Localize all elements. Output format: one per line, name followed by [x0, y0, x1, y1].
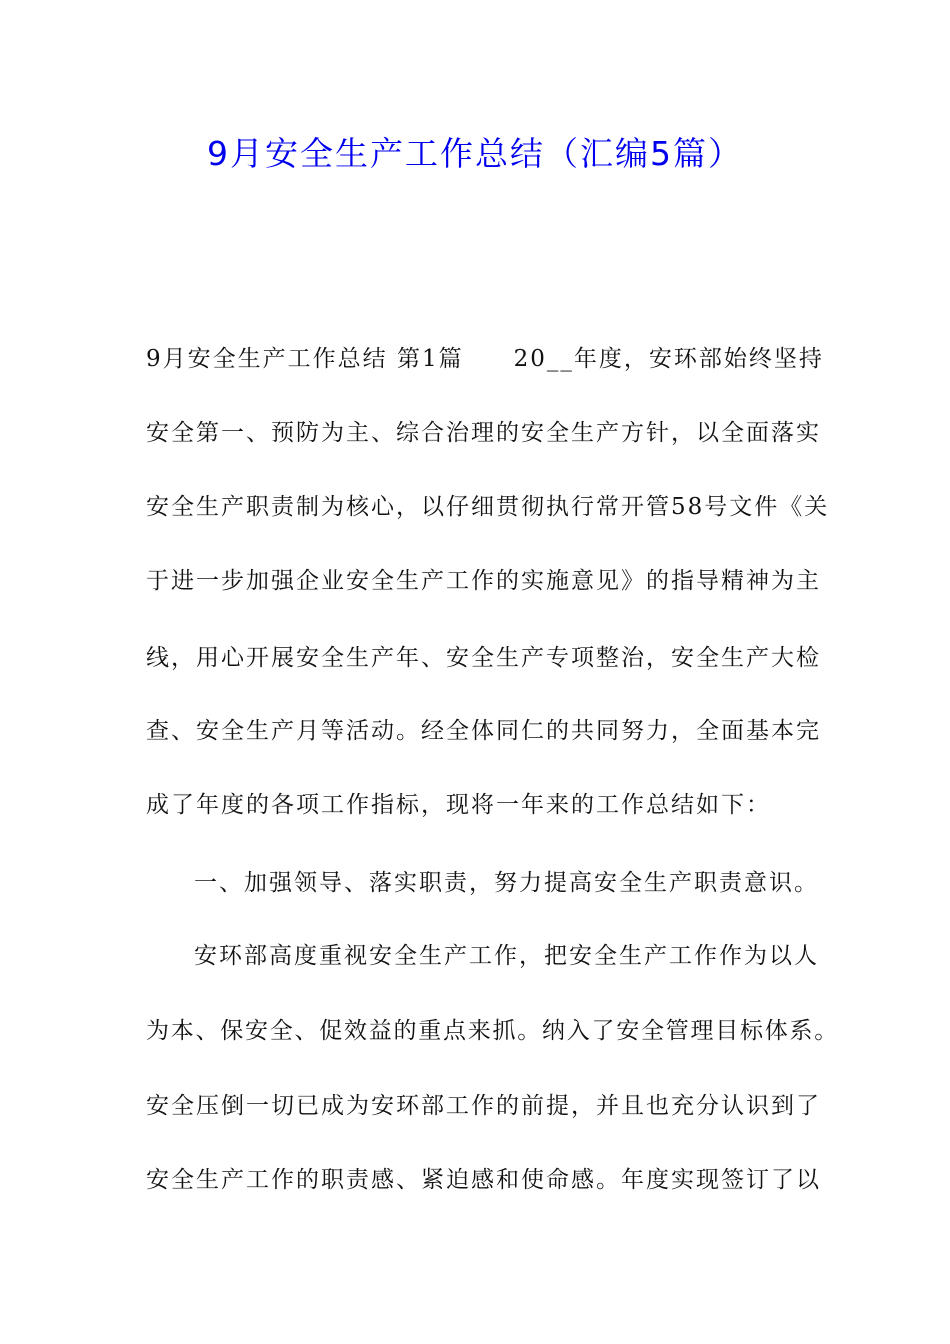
document-title: 9月安全生产工作总结（汇编5篇） [207, 134, 743, 173]
body-line-10: 为本、保安全、促效益的重点来抓。纳入了安全管理目标体系。 [146, 1018, 839, 1044]
body-line-5: 线，用心开展安全生产年、安全生产专项整治，安全生产大检 [146, 645, 821, 671]
body-line-7: 成了年度的各项工作指标，现将一年来的工作总结如下： [146, 792, 771, 818]
body-line-9: 安环部高度重视安全生产工作，把安全生产工作作为以人 [194, 943, 819, 969]
body-line-3: 安全生产职责制为核心，以仔细贯彻执行常开管58号文件《关 [146, 494, 830, 520]
body-line-4: 于进一步加强企业安全生产工作的实施意见》的指导精神为主 [146, 568, 821, 594]
body-line-2: 安全第一、预防为主、综合治理的安全生产方针，以全面落实 [146, 420, 821, 446]
body-line-12: 安全生产工作的职责感、紧迫感和使命感。年度实现签订了以 [146, 1167, 821, 1193]
body-line-11: 安全压倒一切已成为安环部工作的前提，并且也充分认识到了 [146, 1093, 821, 1119]
body-line-6: 查、安全生产月等活动。经全体同仁的共同努力，全面基本完 [146, 718, 821, 744]
section-heading-1: 一、加强领导、落实职责，努力提高安全生产职责意识。 [194, 870, 819, 896]
body-line-1: 9月安全生产工作总结 第1篇 20__年度，安环部始终坚持 [146, 346, 824, 372]
